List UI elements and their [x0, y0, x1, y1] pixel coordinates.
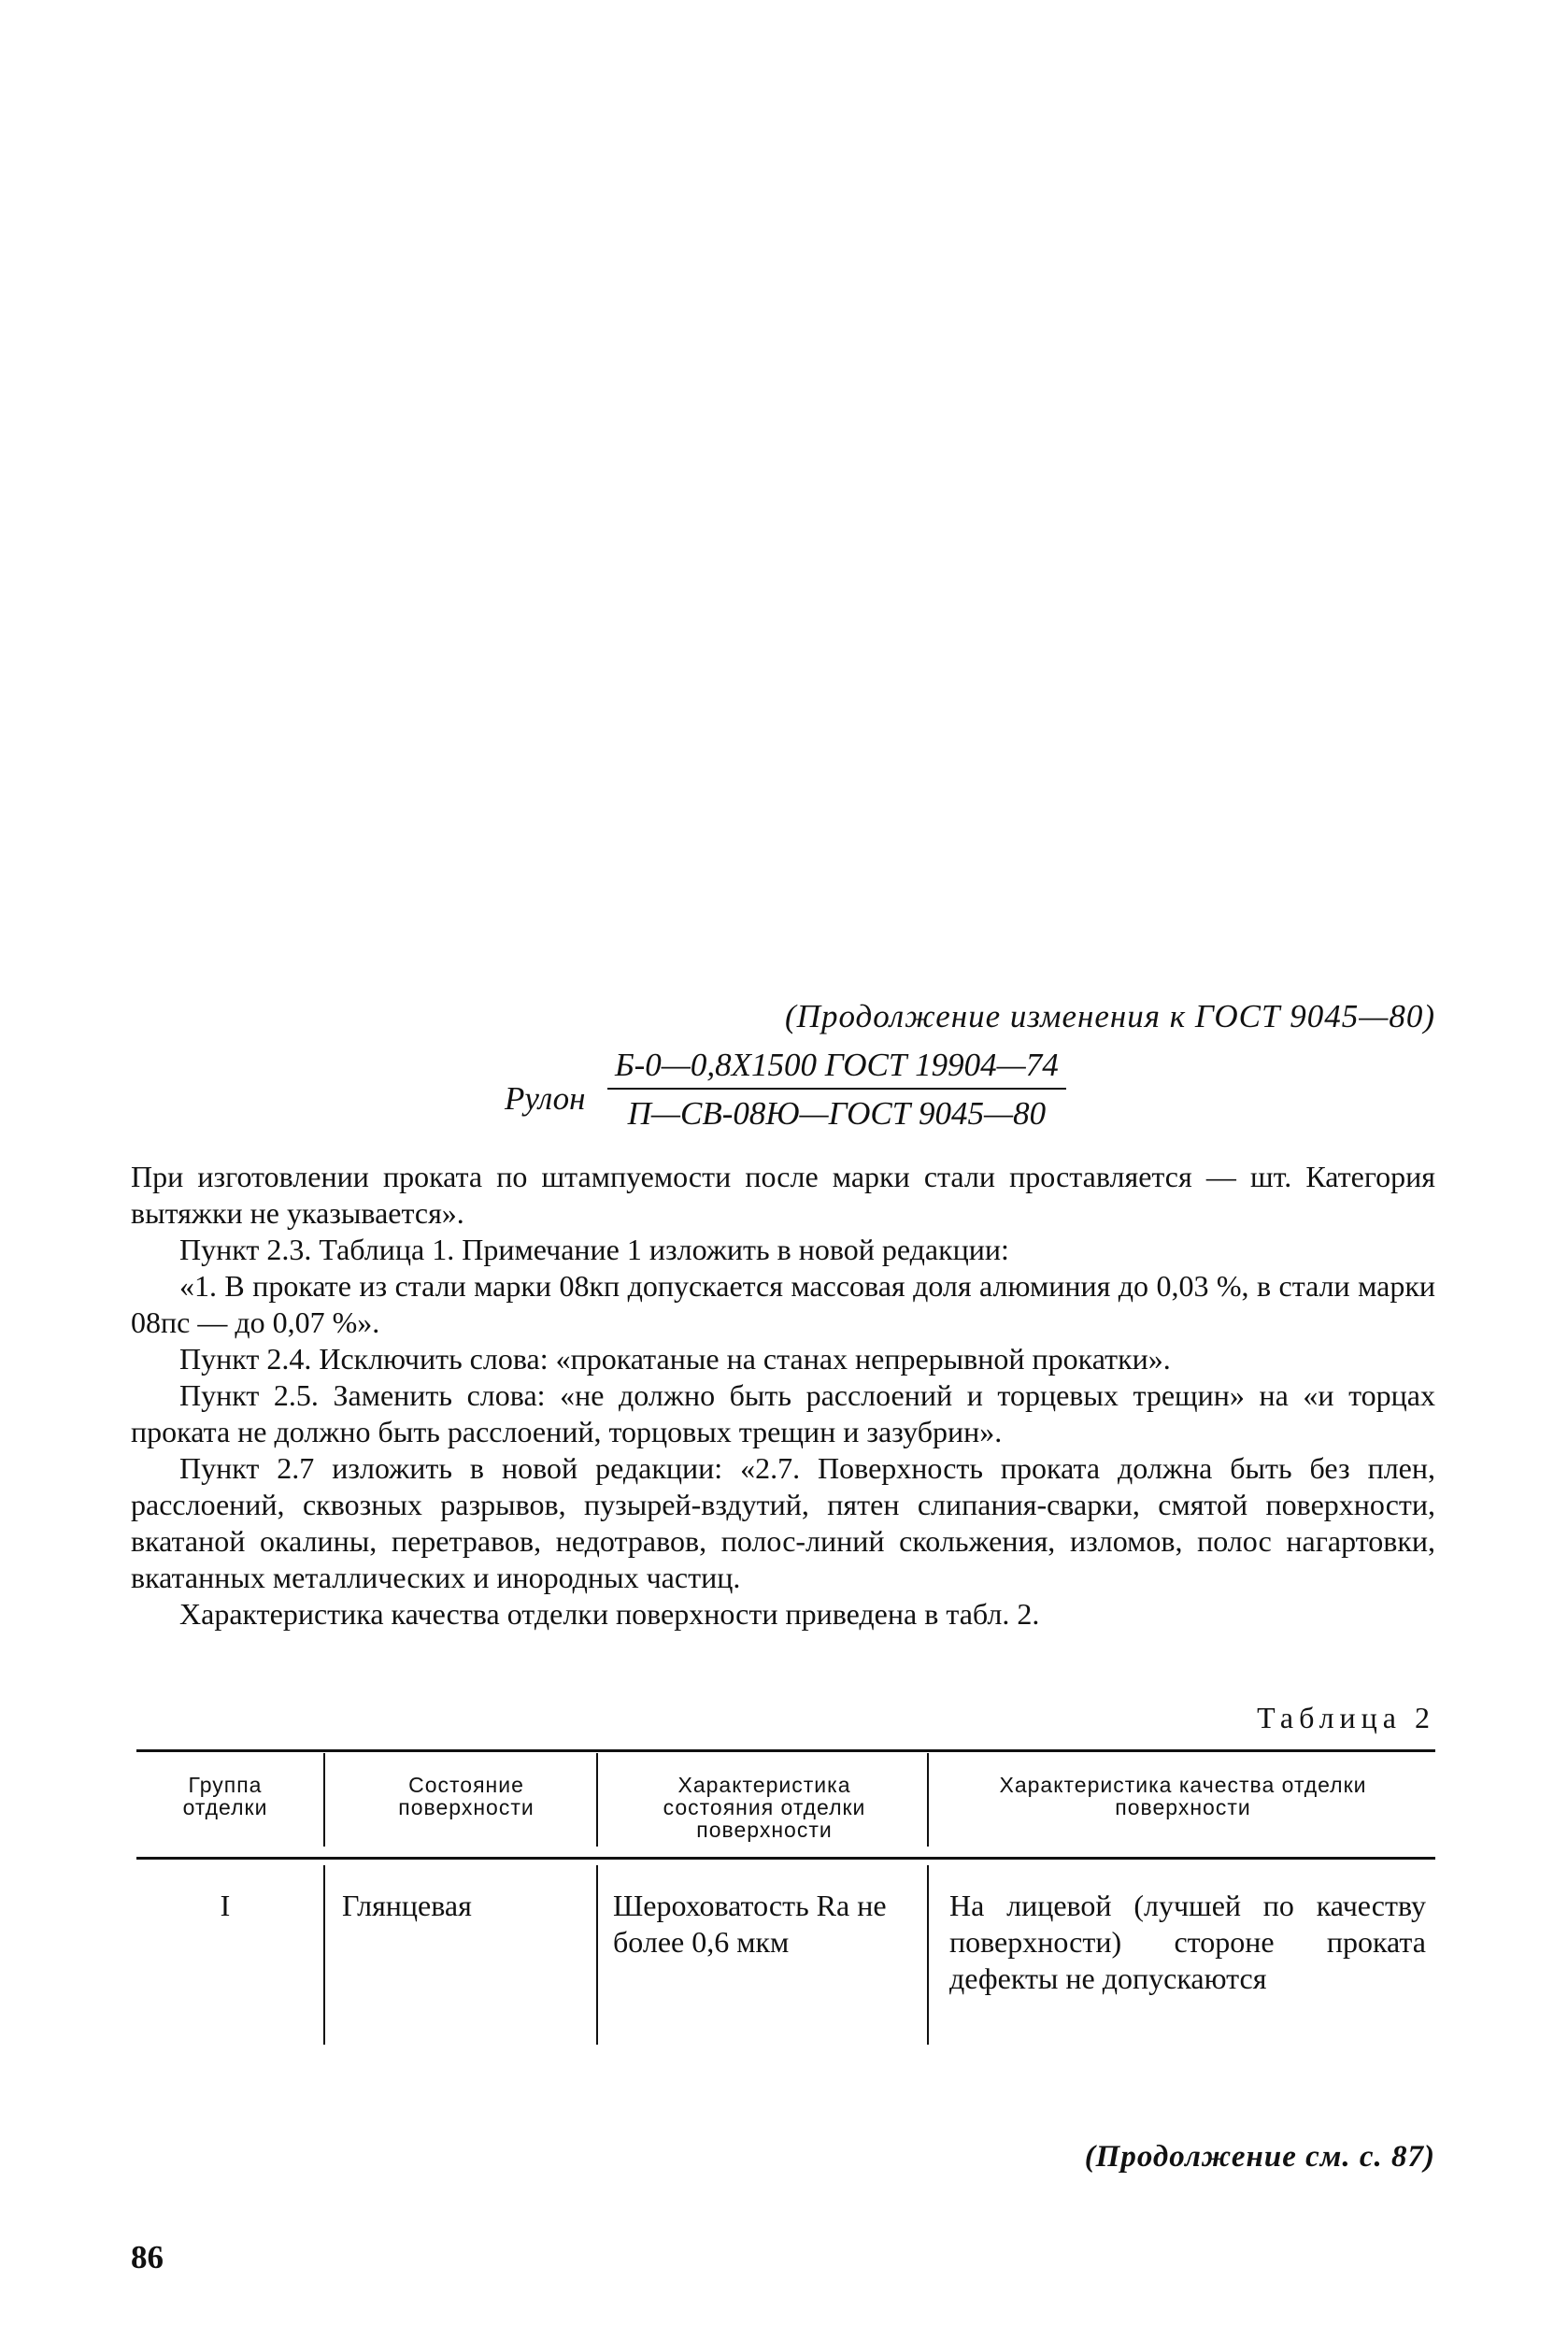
header-characteristic: Характеристика состояния отделки поверхности [663, 1773, 866, 1842]
designation-word: Рулон [505, 1080, 586, 1117]
column-divider [596, 1865, 598, 2045]
designation-fraction [607, 1047, 1066, 1133]
cell-state: Глянцевая [342, 1889, 472, 1922]
header-quality: Характеристика качества отделки поверхности [999, 1773, 1367, 1819]
designation-numerator: Б-0—0,8Х1500 ГОСТ 19904—74 [607, 1047, 1066, 1090]
paragraph: Пункт 2.5. Заменить слова: «не должно быть расслоений и торцевых трещин» на «и торцах проката не должно быть расслоений, торцовых трещин и зазубрин». [131, 1378, 1435, 1448]
column-divider [323, 1865, 325, 2045]
finish-table [136, 1749, 1435, 2048]
paragraph: «1. В прокате из стали марки 08кп допускается массовая доля алюминия до 0,03 %, в стали марки 08пс — до 0,07 %». [131, 1269, 1435, 1339]
column-divider [596, 1753, 598, 1847]
cell-quality: На лицевой (лучшей по качеству поверхности) стороне проката дефекты не допускаются [949, 1889, 1426, 1995]
paragraph: Пункт 2.3. Таблица 1. Примечание 1 изложить в новой редакции: [179, 1233, 1009, 1266]
table-caption: Таблица 2 [1257, 1701, 1435, 1734]
cell-characteristic: Шероховатость Ra не более 0,6 мкм [613, 1889, 887, 1959]
designation-denominator: П—СВ-08Ю—ГОСТ 9045—80 [627, 1095, 1047, 1132]
table-top-rule [136, 1749, 1435, 1752]
column-divider [323, 1753, 325, 1847]
paragraph: Пункт 2.7 изложить в новой редакции: «2.7. Поверхность проката должна быть без плен, расслоений, сквозных разрывов, пузырей-вздутий, пятен слипания-сварки, смятой поверхности, вкатаной окалины, перетравов, недотравов, полос-линий скольжения, изломов, полос нагартовки, вкатанных металлических и инородных частиц. [131, 1451, 1435, 1594]
column-divider [927, 1865, 929, 2045]
cell-group: I [220, 1889, 231, 1922]
paragraph: Характеристика качества отделки поверхности приведена в табл. 2. [179, 1597, 1040, 1631]
continuation-header: (Продолжение изменения к ГОСТ 9045—80) [785, 998, 1435, 1034]
page-number: 86 [131, 2239, 164, 2275]
column-divider [927, 1753, 929, 1847]
paragraph: При изготовлении проката по штампуемости после марки стали проставляется — шт. Категория вытяжки не указывается». [131, 1160, 1435, 1230]
body-text [131, 1159, 1435, 1633]
header-state: Состояние поверхности [398, 1773, 535, 1819]
header-group: Группа отделки [182, 1773, 268, 1819]
paragraph: Пункт 2.4. Исключить слова: «прокатаные на станах непрерывной прокатки». [179, 1342, 1171, 1376]
product-designation [505, 1047, 1159, 1149]
continuation-footer: (Продолжение см. с. 87) [1084, 2140, 1435, 2174]
table-header-rule [136, 1857, 1435, 1860]
